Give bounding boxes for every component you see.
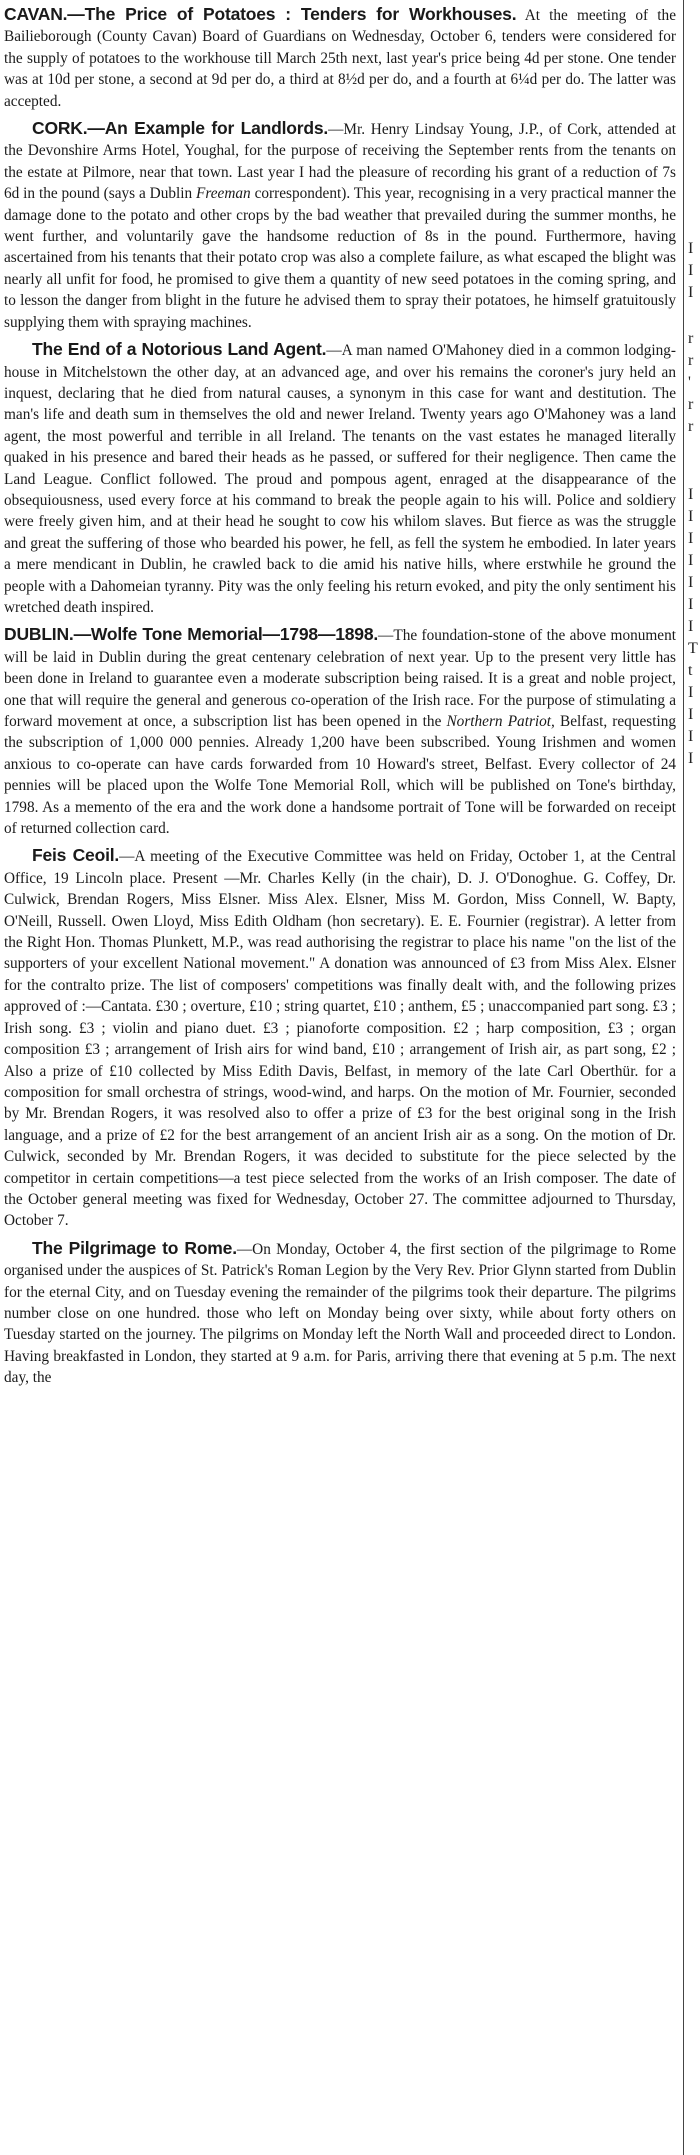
article-land-agent — [4, 339, 676, 618]
article-cavan — [4, 4, 676, 112]
clipped-letter-fragment: I — [688, 684, 694, 701]
article-body: —A man named O'Mahoney died in a common lodging-house in Mitchelstown the other day, at an advanced age, and over his remains the coroner's jury held an inquest, declaring that he died from natural causes, a synonym in this case for want and destitution. The man's life and death sum in themselves the old and newer Ireland. Twenty years ago O'Mahoney was a land agent, the most powerful and terrible in all Ireland. The tenants on the vast estates he managed literally quaked in his presence and bared their heads as he passed, or suffered for their negligence. Then came the Land League. Conflict followed. The proud and pompous agent, enraged at the disappearance of the obsequiousness, used every force at his command to break the people again to his will. Police and soldiery were freely given him, and at their head he sought to cow his whilom slaves. But fierce as was the struggle and great the suffering of those who bearded his power, he fell, as fell the system he embodied. In later years a mere mendicant in Dublin, he crawled back to die amid his native hills, where erstwhile he ground the people with a Dahomeian tyranny. Pity was the only feeling his return evoked, and pity the only sentiment his wretched death inspired. — [4, 342, 676, 616]
article-cork — [4, 118, 676, 333]
clipped-letter-fragment: I — [688, 530, 694, 547]
article-paragraph — [4, 118, 676, 333]
clipped-letter-fragment: T — [688, 640, 698, 657]
article-body: —A meeting of the Executive Committee was held on Friday, October 1, at the Central Office, 19 Lincoln place. Present —Mr. Charles Kelly (in the chair), D. J. O'Donoghue. G. Coffey, Dr. Culwick, Brendan Rogers, Miss Elsner. Miss Alex. Elsner, Miss M. Gordon, Miss Connell, W. Bapty, O'Neill, Russell. Owen Lloyd, Miss Edith Oldham (hon secretary). E. E. Fournier (registrar). A letter from the Right Hon. Thomas Plunkett, M.P., was read authorising the registrar to place his name "on the list of the supporters of your excellent National movement." A donation was announced of £3 from Miss Alex. Elsner for the contralto prize. The list of composers' competitions was finally dealt with, and the following prizes approved of :—Cantata. £30 ; overture, £10 ; string quartet, £10 ; anthem, £5 ; unaccompanied part song. £3 ; Irish song. £3 ; violin and piano duet. £3 ; pianoforte composition. £2 ; harp composition, £3 ; organ composition £3 ; arrangement of Irish airs for wind band, £10 ; arrangement of Irish air, as part song, £2 ; Also a prize of £10 collected by Miss Edith Davis, Belfast, in memory of the late Carl Oberthür. for a composition for small orchestra of strings, wood-wind, and harps. On the motion of Mr. Fournier, seconded by Mr. Brendan Rogers, it was resolved also to offer a prize of £3 for the best original song in the Irish language, and a prize of £2 for the best arrangement of an ancient Irish air as a song. On the motion of Dr. Culwick, seconded by Mr. Brendan Rogers, it was decided to substitute for the piece selected by the competitor in certain competitions—a test piece selected from the works of an Irish composer. The date of the October general meeting was fixed for Wednesday, October 27. The committee adjourned to Thursday, October 7. — [4, 848, 677, 1230]
article-body: At the meeting of the Bailieborough (County Cavan) Board of Guardians on Wednesday, October 6, tenders were considered for the supply of potatoes to the workhouse till March 25th next, last year's price being 4d per stone. One tender was at 10d per stone, a second at 9d per do, a third at 8½d per do, and a fourth at 6¼d per do. The latter was accepted. — [4, 7, 676, 110]
article-body: —The foundation-stone of the above monument will be laid in Dublin during the great centenary celebration of next year. Up to the present very little has been done in Ireland to guarantee even a moderate subscription being raised. It is a great and noble project, one that will require the general and generous co-operation of the Irish race. For the purpose of stimulating a forward movement at once, a subscription list has been opened in the — [4, 627, 676, 730]
article-heading: CORK.—An Example for Landlords. — [32, 118, 329, 139]
article-heading: The End of a Notorious Land Agent. — [32, 339, 327, 360]
article-pilgrimage — [4, 1238, 676, 1389]
article-heading: Feis Ceoil. — [32, 845, 120, 866]
adjacent-column-fragments — [688, 0, 700, 2155]
clipped-letter-fragment: I — [688, 728, 694, 745]
article-heading: The Pilgrimage to Rome. — [32, 1237, 237, 1258]
clipped-letter-fragment: I — [688, 552, 694, 569]
article-body: —Mr. Henry Lindsay Young, J.P., of Cork, attended at the Devonshire Arms Hotel, Youghal, for the purpose of receiving the September rents from the tenants on the estate at Pilmore, near that town. Last year I had the pleasure of recording his grant of a reduction of 7s 6d in the pound (says a Dublin — [4, 121, 676, 203]
article-paragraph — [4, 339, 676, 618]
article-body: —On Monday, October 4, the first section of the pilgrimage to Rome organised under the auspices of St. Patrick's Roman Legion by the Very Rev. Prior Glynn started from Dublin for the eternal City, and on Tuesday evening the remainder of the pilgrims took their departure. The pilgrims number close on one hundred. those who left on Monday being over sixty, while about forty others on Tuesday started on the journey. The pilgrims on Monday left the North Wall and proceeded direct to London. Having breakfasted in London, they started at 9 a.m. for Paris, arriving there that evening at 5 p.m. The next day, the — [4, 1240, 677, 1387]
article-heading: DUBLIN.—Wolfe Tone Memorial—1798—1898. — [4, 624, 379, 645]
article-paragraph — [4, 1238, 676, 1389]
clipped-letter-fragment: ' — [688, 374, 691, 391]
newspaper-name: Northern Patriot, — [446, 713, 555, 730]
clipped-letter-fragment: I — [688, 508, 694, 525]
clipped-letter-fragment: t — [688, 662, 693, 679]
clipped-letter-fragment: I — [688, 596, 694, 613]
clipped-letter-fragment: r — [688, 418, 694, 435]
clipped-letter-fragment: r — [688, 396, 694, 413]
column-rule — [683, 0, 684, 2155]
clipped-letter-fragment: r — [688, 352, 694, 369]
news-column — [4, 4, 676, 2151]
article-body-continued: correspondent). This year, recognising in a very practical manner the damage done to the potato and other crops by the bad weather that prevailed during the summer months, he went further, and voluntarily gave the handsome reduction of 8s in the pound. Furthermore, having ascertained from his tenants that their potato crop was also a complete failure, as what escaped the blight was nearly all unfit for food, he promised to give them a quantity of new seed potatoes in the coming spring, and to lesson the danger from blight in the future he advised them to spray their potatoes, he himself gratuitously supplying them with spraying machines. — [4, 185, 676, 331]
article-heading: CAVAN.—The Price of Potatoes : Tenders for Workhouses. — [4, 4, 517, 24]
clipped-letter-fragment: I — [688, 262, 694, 279]
clipped-letter-fragment: I — [688, 618, 694, 635]
clipped-letter-fragment: I — [688, 750, 694, 767]
clipped-letter-fragment: I — [688, 706, 694, 723]
article-paragraph — [4, 4, 676, 112]
article-paragraph — [4, 845, 676, 1231]
clipped-letter-fragment: I — [688, 486, 694, 503]
clipped-letter-fragment: I — [688, 574, 694, 591]
newspaper-name: Freeman — [196, 185, 251, 203]
article-paragraph — [4, 624, 676, 839]
clipped-letter-fragment: I — [688, 240, 694, 257]
article-wolfe-tone — [4, 624, 676, 839]
article-body-continued: Belfast, requesting the subscription of 1,000 000 pennies. Already 1,200 have been subscribed. Young Irishmen and women anxious to co-operate can have cards forwarded from 10 Howard's street, Belfast. Every collector of 24 pennies will be placed upon the Wolfe Tone Memorial Roll, which will be published on Tone's birthday, 1798. As a memento of the era and the work done a handsome portrait of Tone will be forwarded on receipt of returned collection card. — [4, 713, 676, 838]
clipped-letter-fragment: r — [688, 330, 694, 347]
article-feis-ceoil — [4, 845, 676, 1231]
clipped-letter-fragment: I — [688, 284, 694, 301]
